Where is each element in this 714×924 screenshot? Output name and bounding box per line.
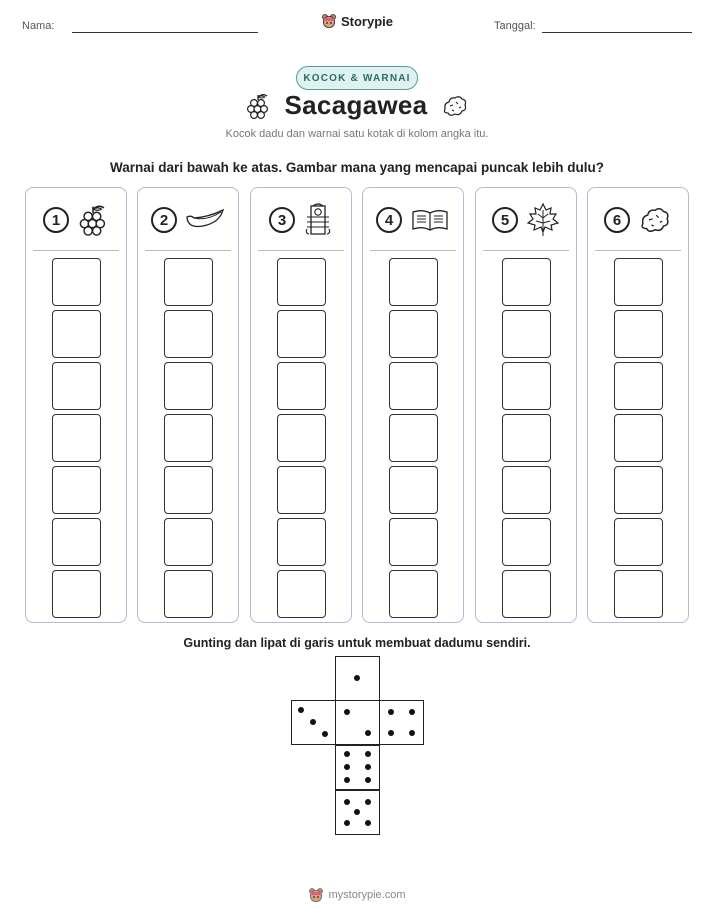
color-cell[interactable] <box>614 362 663 410</box>
die-pip <box>409 709 415 715</box>
color-cell[interactable] <box>164 570 213 618</box>
color-cell[interactable] <box>164 414 213 462</box>
column-number: 2 <box>151 207 177 233</box>
column-6 <box>587 187 689 623</box>
die-face-2 <box>335 700 380 745</box>
column-4 <box>362 187 464 623</box>
color-cell[interactable] <box>614 414 663 462</box>
color-cell[interactable] <box>502 362 551 410</box>
color-cell[interactable] <box>52 414 101 462</box>
color-cell[interactable] <box>614 310 663 358</box>
canoe-icon <box>185 207 225 233</box>
die-face-3 <box>291 700 336 745</box>
die-face-6 <box>335 745 380 790</box>
column-divider <box>33 250 119 251</box>
column-number: 4 <box>376 207 402 233</box>
color-cell[interactable] <box>502 518 551 566</box>
die-face-5 <box>335 790 380 835</box>
color-cell[interactable] <box>389 466 438 514</box>
book-icon <box>410 206 450 234</box>
die-pip <box>298 707 304 713</box>
color-cell[interactable] <box>277 362 326 410</box>
instruction: Warnai dari bawah ke atas. Gambar mana yang mencapai puncak lebih dulu? <box>110 160 604 175</box>
ginger-root-icon <box>441 93 469 119</box>
title-row <box>0 90 714 121</box>
color-cell[interactable] <box>389 258 438 306</box>
color-cell[interactable] <box>164 466 213 514</box>
color-cell[interactable] <box>52 258 101 306</box>
die-pip <box>365 777 371 783</box>
color-cell[interactable] <box>502 310 551 358</box>
color-cell[interactable] <box>52 518 101 566</box>
activity-badge: KOCOK & WARNAI <box>296 66 418 90</box>
column-divider <box>483 250 569 251</box>
die-pip <box>354 809 360 815</box>
color-cell[interactable] <box>614 258 663 306</box>
footer-url: mystorypie.com <box>328 889 406 901</box>
color-cell[interactable] <box>164 310 213 358</box>
die-pip <box>344 709 350 715</box>
name-label: Nama: <box>22 20 55 32</box>
color-cell[interactable] <box>614 570 663 618</box>
brand-logo <box>0 13 714 29</box>
column-5 <box>475 187 577 623</box>
color-cell[interactable] <box>502 414 551 462</box>
die-pip <box>365 820 371 826</box>
die-pip <box>322 731 328 737</box>
color-cell[interactable] <box>164 362 213 410</box>
berries-icon <box>245 92 271 120</box>
footer <box>0 887 714 903</box>
name-field[interactable] <box>72 32 258 33</box>
color-cell[interactable] <box>277 414 326 462</box>
color-cell[interactable] <box>614 518 663 566</box>
berries-icon <box>77 203 109 237</box>
die-pip <box>354 675 360 681</box>
die-face-4 <box>379 700 424 745</box>
date-field[interactable] <box>542 32 692 33</box>
subtitle: Kocok dadu dan warnai satu kotak di kolom angka itu. <box>225 128 489 140</box>
column-3 <box>250 187 352 623</box>
brand-name: Storypie <box>340 13 393 29</box>
die-pip <box>310 719 316 725</box>
color-cell[interactable] <box>389 570 438 618</box>
die-pip <box>344 799 350 805</box>
color-cell[interactable] <box>52 362 101 410</box>
date-label: Tanggal: <box>494 20 536 32</box>
color-cell[interactable] <box>52 310 101 358</box>
color-cell[interactable] <box>389 518 438 566</box>
column-divider <box>595 250 681 251</box>
color-cell[interactable] <box>277 258 326 306</box>
color-cell[interactable] <box>277 466 326 514</box>
ginger-root-icon <box>638 204 672 236</box>
cut-instruction: Gunting dan lipat di garis untuk membuat dadumu sendiri. <box>183 636 531 650</box>
column-divider <box>145 250 231 251</box>
cradleboard-icon <box>303 203 333 237</box>
bear-logo-icon <box>321 13 337 29</box>
die-pip <box>365 799 371 805</box>
die-pip <box>409 730 415 736</box>
color-cell[interactable] <box>389 414 438 462</box>
die-pip <box>344 777 350 783</box>
die-pip <box>365 730 371 736</box>
column-number: 1 <box>43 207 69 233</box>
color-cell[interactable] <box>502 466 551 514</box>
column-number: 3 <box>269 207 295 233</box>
column-2 <box>137 187 239 623</box>
color-cell[interactable] <box>389 310 438 358</box>
column-number: 5 <box>492 207 518 233</box>
color-cell[interactable] <box>52 570 101 618</box>
page-title: Sacagawea <box>284 90 428 120</box>
die-pip <box>365 764 371 770</box>
die-pip <box>344 764 350 770</box>
column-divider <box>370 250 456 251</box>
die-pip <box>344 751 350 757</box>
die-pip <box>388 730 394 736</box>
die-pip <box>388 709 394 715</box>
die-pip <box>365 751 371 757</box>
color-cell[interactable] <box>164 518 213 566</box>
column-divider <box>258 250 344 251</box>
bear-logo-icon <box>308 887 324 903</box>
color-cell[interactable] <box>164 258 213 306</box>
color-cell[interactable] <box>277 310 326 358</box>
color-cell[interactable] <box>277 518 326 566</box>
color-cell[interactable] <box>52 466 101 514</box>
die-pip <box>344 820 350 826</box>
column-number: 6 <box>604 207 630 233</box>
color-cell[interactable] <box>502 258 551 306</box>
die-face-1 <box>335 656 380 701</box>
leaf-icon <box>526 202 560 238</box>
column-1 <box>25 187 127 623</box>
color-cell[interactable] <box>389 362 438 410</box>
color-cell[interactable] <box>502 570 551 618</box>
color-cell[interactable] <box>614 466 663 514</box>
color-cell[interactable] <box>277 570 326 618</box>
